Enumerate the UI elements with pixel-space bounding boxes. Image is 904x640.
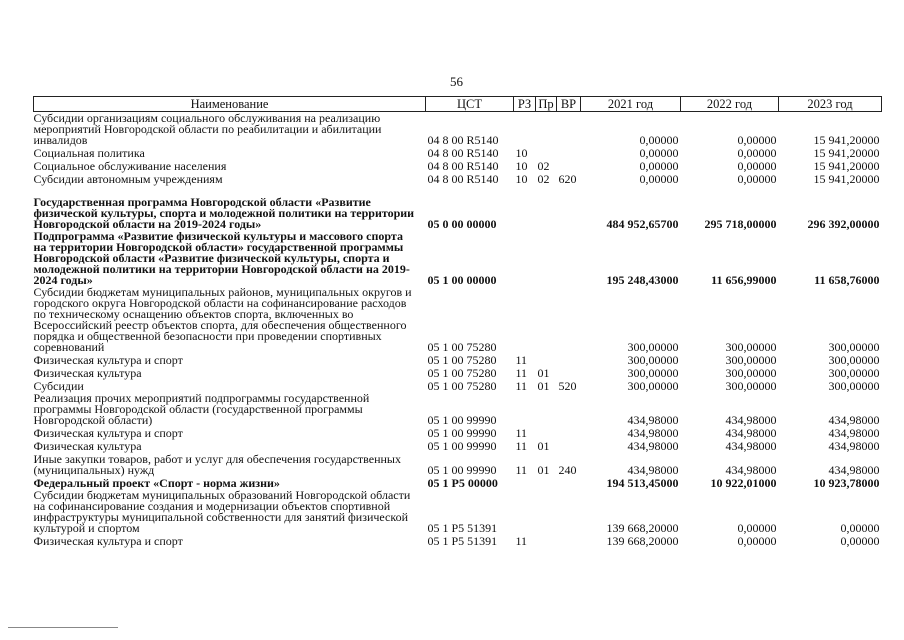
row-pr <box>536 286 557 353</box>
row-value-2021: 0,00000 <box>639 159 679 173</box>
row-cst: 05 1 00 00000 <box>427 273 497 287</box>
row-name: Физическая культура <box>33 366 142 380</box>
row-cst: 05 1 P5 51391 <box>427 521 498 535</box>
row-name: Подпрограмма «Развитие физической культуры и массового спорта на территории Новгородской области» государственной программы Новгородской области «Развитие физической культуры, спорта и молодежной политики на территории Новгородской области на 2019-2024 годы» <box>33 229 410 287</box>
row-vr <box>557 439 581 452</box>
page-number: 56 <box>450 74 463 89</box>
row-rz: 10 <box>515 159 528 173</box>
row-value-2022: 300,00000 <box>725 366 777 380</box>
row-name: Физическая культура и спорт <box>33 353 183 367</box>
row-value-2021: 139 668,20000 <box>606 534 679 548</box>
row-pr <box>536 426 557 439</box>
row-name: Государственная программа Новгородской области «Развитие физической культуры, спорта и молодежной политики на территории Новгородской области на 2019-2024 годы» <box>33 195 415 231</box>
row-cst: 04 8 00 R5140 <box>427 172 499 186</box>
row-value-2021: 434,98000 <box>627 413 679 427</box>
row-name: Субсидии <box>33 379 84 393</box>
row-value-2021: 300,00000 <box>627 340 679 354</box>
row-pr <box>536 489 557 534</box>
row-pr: 01 <box>537 463 550 477</box>
row-vr <box>557 489 581 534</box>
row-pr <box>536 146 557 159</box>
row-value-2023: 296 392,00000 <box>807 217 880 231</box>
header-2021: 2021 год <box>581 97 681 112</box>
row-value-2022: 0,00000 <box>737 521 777 535</box>
row-value-2021: 434,98000 <box>627 426 679 440</box>
row-name: Социальное обслуживание населения <box>33 159 227 173</box>
table-row <box>34 353 882 366</box>
row-value-2022: 434,98000 <box>725 463 777 477</box>
row-value-2021: 300,00000 <box>627 366 679 380</box>
header-2023: 2023 год <box>779 97 882 112</box>
row-cst: 05 0 00 00000 <box>427 217 497 231</box>
row-rz: 10 <box>515 172 528 186</box>
row-cst: 05 1 00 99990 <box>427 463 497 477</box>
row-rz: 11 <box>515 463 528 477</box>
row-name: Социальная политика <box>33 146 145 160</box>
table-row <box>34 439 882 452</box>
row-vr <box>557 426 581 439</box>
row-rz <box>514 286 536 353</box>
row-name: Иные закупки товаров, работ и услуг для обеспечения государственных (муниципальных) нужд <box>33 452 401 477</box>
row-value-2022: 0,00000 <box>737 146 777 160</box>
row-rz: 11 <box>515 534 528 548</box>
row-vr <box>557 159 581 172</box>
row-pr <box>536 476 557 489</box>
row-cst: 05 1 00 75280 <box>427 340 497 354</box>
header-name: Наименование <box>34 97 426 112</box>
row-pr <box>536 112 557 147</box>
table-row <box>34 112 882 147</box>
row-rz <box>514 489 536 534</box>
row-value-2022: 0,00000 <box>737 133 777 147</box>
row-value-2022: 300,00000 <box>725 379 777 393</box>
row-value-2022: 300,00000 <box>725 340 777 354</box>
table-row <box>34 366 882 379</box>
row-vr <box>557 392 581 426</box>
row-value-2023: 15 941,20000 <box>813 159 880 173</box>
row-rz: 11 <box>515 426 528 440</box>
row-value-2023: 300,00000 <box>828 340 880 354</box>
row-value-2022: 295 718,00000 <box>704 217 777 231</box>
row-value-2022: 0,00000 <box>737 159 777 173</box>
row-vr <box>557 366 581 379</box>
row-cst: 05 1 00 75280 <box>427 379 497 393</box>
row-cst: 04 8 00 R5140 <box>427 133 499 147</box>
row-pr: 01 <box>537 439 550 453</box>
row-cst: 05 1 P5 00000 <box>427 476 498 490</box>
row-value-2023: 434,98000 <box>828 413 880 427</box>
table-header-row <box>34 97 882 112</box>
table-row <box>34 426 882 439</box>
row-value-2021: 484 952,65700 <box>606 217 679 231</box>
header-vr: ВР <box>557 97 581 112</box>
header-rz: РЗ <box>514 97 536 112</box>
row-cst: 05 1 00 99990 <box>427 413 497 427</box>
table-row <box>34 392 882 426</box>
row-cst: 05 1 00 99990 <box>427 439 497 453</box>
table-row <box>34 489 882 534</box>
row-name: Физическая культура <box>33 439 142 453</box>
row-cst: 05 1 00 99990 <box>427 426 497 440</box>
row-cst: 04 8 00 R5140 <box>427 146 499 160</box>
row-cst: 05 1 00 75280 <box>427 353 497 367</box>
row-pr <box>536 353 557 366</box>
row-value-2021: 139 668,20000 <box>606 521 679 535</box>
row-pr: 01 <box>537 366 550 380</box>
row-vr: 240 <box>558 463 577 477</box>
row-value-2021: 300,00000 <box>627 353 679 367</box>
row-value-2023: 0,00000 <box>840 521 880 535</box>
row-pr: 02 <box>537 159 550 173</box>
row-value-2021: 195 248,43000 <box>606 273 679 287</box>
row-rz <box>514 230 536 286</box>
row-rz <box>514 476 536 489</box>
row-name: Субсидии бюджетам муниципальных образований Новгородской области на софинансирование создания и модернизации объектов спортивной инфраструктуры муниципальной собственности для занятий физической культурой и спортом <box>33 488 411 535</box>
row-rz <box>514 112 536 147</box>
row-pr <box>536 185 557 230</box>
table-row <box>34 534 882 547</box>
row-value-2023: 300,00000 <box>828 379 880 393</box>
row-name: Субсидии организациям социального обслуживания на реализацию мероприятий Новгородской области по реабилитации и абилитации инвалидов <box>33 111 382 147</box>
header-2022: 2022 год <box>681 97 779 112</box>
row-value-2022: 434,98000 <box>725 413 777 427</box>
row-vr <box>557 476 581 489</box>
row-value-2022: 300,00000 <box>725 353 777 367</box>
row-pr <box>536 230 557 286</box>
row-vr <box>557 230 581 286</box>
row-value-2021: 434,98000 <box>627 463 679 477</box>
row-value-2022: 434,98000 <box>725 439 777 453</box>
row-vr <box>557 353 581 366</box>
row-value-2023: 15 941,20000 <box>813 172 880 186</box>
row-rz: 11 <box>515 353 528 367</box>
table-row <box>34 159 882 172</box>
row-vr <box>557 146 581 159</box>
row-vr <box>557 112 581 147</box>
row-value-2021: 194 513,45000 <box>606 476 679 490</box>
row-name: Субсидии автономным учреждениям <box>33 172 223 186</box>
budget-table <box>33 96 882 547</box>
row-vr: 620 <box>558 172 577 186</box>
row-cst: 05 1 P5 51391 <box>427 534 498 548</box>
row-value-2022: 0,00000 <box>737 534 777 548</box>
row-rz <box>514 185 536 230</box>
table-row <box>34 172 882 185</box>
table-row <box>34 286 882 353</box>
row-name: Физическая культура и спорт <box>33 534 183 548</box>
row-value-2023: 300,00000 <box>828 366 880 380</box>
row-rz <box>514 392 536 426</box>
row-vr: 520 <box>558 379 577 393</box>
header-cst: ЦСТ <box>426 97 514 112</box>
row-value-2021: 300,00000 <box>627 379 679 393</box>
row-value-2022: 11 656,99000 <box>711 273 777 287</box>
row-value-2022: 10 922,01000 <box>710 476 777 490</box>
row-value-2023: 15 941,20000 <box>813 146 880 160</box>
row-value-2023: 15 941,20000 <box>813 133 880 147</box>
row-vr <box>557 534 581 547</box>
row-vr <box>557 185 581 230</box>
row-value-2021: 0,00000 <box>639 146 679 160</box>
row-value-2021: 0,00000 <box>639 172 679 186</box>
row-value-2022: 0,00000 <box>737 172 777 186</box>
table-row <box>34 452 882 476</box>
row-cst: 05 1 00 75280 <box>427 366 497 380</box>
row-value-2023: 0,00000 <box>840 534 880 548</box>
row-pr: 01 <box>537 379 550 393</box>
row-cst: 04 8 00 R5140 <box>427 159 499 173</box>
row-pr <box>536 392 557 426</box>
table-body <box>34 112 882 548</box>
row-value-2023: 434,98000 <box>828 426 880 440</box>
row-vr <box>557 286 581 353</box>
row-pr <box>536 534 557 547</box>
footer-rule <box>8 627 118 628</box>
row-value-2023: 300,00000 <box>828 353 880 367</box>
row-value-2023: 10 923,78000 <box>813 476 880 490</box>
row-name: Физическая культура и спорт <box>33 426 183 440</box>
row-rz: 10 <box>515 146 528 160</box>
row-name: Субсидии бюджетам муниципальных районов, муниципальных округов и городского округа Новгородской области на софинансирование расходов по техническому оснащению объектов спорта, включенных во Всероссийский реестр объектов спорта, для обеспечения общественного порядка и общественной безопасности при проведении спортивных соревнований <box>33 285 412 354</box>
row-value-2023: 434,98000 <box>828 463 880 477</box>
row-value-2023: 434,98000 <box>828 439 880 453</box>
table-row <box>34 185 882 230</box>
row-value-2023: 11 658,76000 <box>814 273 880 287</box>
row-name: Реализация прочих мероприятий подпрограммы государственной программы Новгородской области (государственной программы Новгородской области) <box>33 391 370 427</box>
row-value-2022: 434,98000 <box>725 426 777 440</box>
table-row <box>34 230 882 286</box>
row-value-2021: 0,00000 <box>639 133 679 147</box>
table-row <box>34 146 882 159</box>
row-value-2021: 434,98000 <box>627 439 679 453</box>
row-rz: 11 <box>515 379 528 393</box>
header-pr: Пр <box>536 97 557 112</box>
row-rz: 11 <box>515 439 528 453</box>
row-rz: 11 <box>515 366 528 380</box>
row-name: Федеральный проект «Спорт - норма жизни» <box>33 476 280 490</box>
row-pr: 02 <box>537 172 550 186</box>
